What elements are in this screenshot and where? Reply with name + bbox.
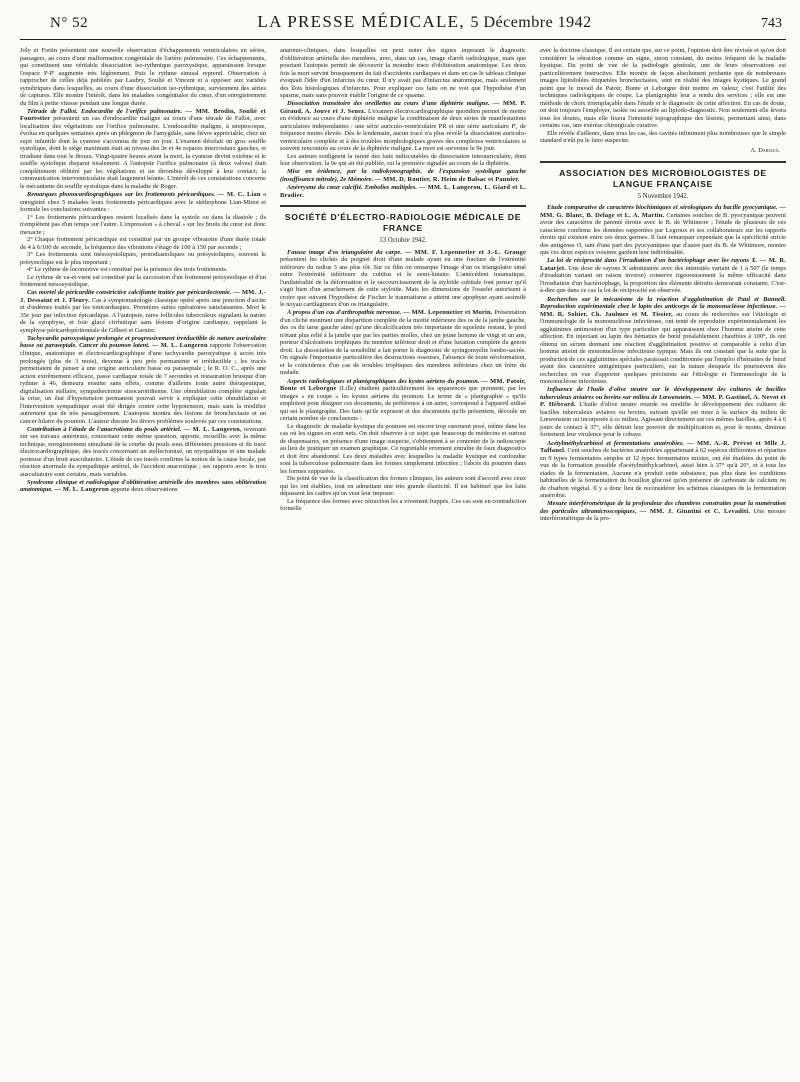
paragraph: Du point de vue de la classification des formes cliniques, les auteurs sont d'accord avec ceux qui les ont établies, tout en admettant une très grande élasticité. Il est habituel que les faits dépassent les cadres qu'on veut leur imposer. xyxy=(280,475,526,498)
communication-text: Certaines souches de B. pyocyanique peuvent avoir des caractères de parenté étroite avec le B. de Whitmore ; l'étude de plusieurs de ces caractères confirme les données rapportées par Legroux et ses collaborateurs sur les rapports étroits qui existent entre ces deux germes. Il faut remarquer cependant que la spécificité stricte des antigènes O, tant d'une part des pyocyaniques que d'autre part du B. de Whitmore, montre que ces deux espèces voisines gardent leur individualité. xyxy=(540,211,786,257)
communication-entry xyxy=(280,249,526,309)
section-rule xyxy=(540,161,786,163)
communication-text: L'examen électrocardiographique quotidien permet de mettre en évidence au cours d'une diphtérie maligne la combinaison de deux séries de manifestations auriculaires indépendantes : une série auriculo-ventriculaire PR et une série auriculaire P', de fréquence moins élevée. Dès le lendemain, aucun tracé n'a plus révélé la dissociation auriculo-ventriculaire complète et à des troubles morphologiques graves des complexes ventriculaires si souvent rencontrés au cours de la diphtérie maligne. La mort est survenue le 9e jour. xyxy=(280,107,526,153)
communication-title: Fausse image d'os triangulaire du carpe. xyxy=(287,248,402,256)
communication-entry xyxy=(540,257,786,295)
communication-text: Cas à symptomatologie classique opéré après une ponction d'ascite et d'œdèmes traités par les tonicardiaques. Premières suites opératoires satisfaisantes. Mort le 35e jour par infection épicardique. A l'autopsie, rares follicules tuberculeux signalant la nature de la symphyse, et foie glacé cirrhotique sans lésions d'origine cardiaque, rappelant la symphyse péricardopéritonéale de Gilbert et Garnier. xyxy=(20,296,267,334)
communication-entry xyxy=(540,440,786,500)
paragraph: anatomo-cliniques, dans lesquelles on peut noter des signes imposant le diagnostic d'oblitération artérielle des membres, avec, dans un cas, image d'arrêt radiologique, mais que pourtant l'autopsie permit de découvrir la moindre trace d'oblitération anatomique. Les deux fois la mort survint brusquement du fait d'accidents cardiaques et dans un cas le tableau clinique évoquait l'idée d'un infarctus du cœur. Il n'y avait pas d'infarctus anatomique, mais seulement des îlots histologiques d'infarctus. Pour expliquer ces faits on ne voit que l'hypothèse d'un spasme, mais sans pouvoir établir l'origine de ce spasme. xyxy=(280,47,526,100)
communication-entry xyxy=(20,426,266,479)
communication-authors: — MM. R. Sohier, Ch. Jaulmes et M. Tissier, xyxy=(540,303,786,318)
communication-authors: — MM. Lepennetier et Morin. xyxy=(403,309,493,317)
communication-title: Acétylméthylcarbinol et fermentations anaérobies. xyxy=(547,439,684,447)
communication-title: Mise en évidence, par la radiokymographie, de l'expansion systolique gauche (insuffisance mitrale), 2e Mémoire. xyxy=(280,168,526,183)
communication-title: Influence de l'huile d'olive neutre sur le développement des cultures de bacilles tuberculeux aviaires ou bovins sur milieu de Lœwenstein. xyxy=(540,386,786,401)
communication-text: apporte deux observations xyxy=(108,486,178,494)
communication-authors: — MM. J.-J. Dessaint et J. Fleury. xyxy=(20,289,267,304)
communication-title: Etude comparative de caractères biochimiques et sérologiques du bacille pyocyanique. xyxy=(547,204,778,212)
communication-title: Cas mortel de péricardite constrictive calcifiante traitée par péricardectomie. xyxy=(27,289,232,297)
communication-entry xyxy=(20,108,266,191)
communication-text: L'huile d'olive neutre retarde ou modifie le développement des cultures de bacilles tuberculeux aviaires ou bovins, suivant qu'elle est mise à la surface du milieu de Lœwenstein ou incorporée à ce milieu. Agissant directement sur ces mêmes bacilles, après 4 à 6 jours de contact à 37°, elle détruit leur pouvoir de multiplication et, pour le moins, diminue fortement leur virulence pour le cobaye. xyxy=(540,401,787,439)
communication-authors: — MM. F. Lepennetier et J.-L. Grange xyxy=(404,248,526,256)
communication-text: Une dose de rayons X administrée avec des intensités variant de 1 à 507 (le temps d'irradiation variant en raison inverse) conserve rigoureusement la même efficacité dans l'irradiation d'un bactériophage, la proportion des éléments détruits demeurant constante. C'est-à-dire que dans ce cas la loi de réciprocité est observée. xyxy=(540,264,786,295)
paragraph: Le diagnostic de maladie kystique du poumon est encore trop rarement posé, même dans les cas où les signes en sont nets. On doit observer à ce sujet que beaucoup de médecins et surtout de dispensaires, en présence d'une image suspecte, s'obtiennent à se contenter de la radioscopie au lieu de pratiquer un examen graphique. Ce regrettable errement entraîne de faux diagnostics et doit être abandonné. Les deux maladies avec lesquelles la maladie kystique est confondue sont la tuberculose pulmonaire dans les formes simplement infectées ; l'abcès du poumon dans les formes suppurées. xyxy=(280,422,526,475)
communication-entry xyxy=(280,168,526,183)
paragraph: Le rythme de va-et-vient est constitué par la succession d'un frottement présystolique et d'un frottement mésosystolique. xyxy=(20,273,266,289)
communication-entry xyxy=(540,500,786,523)
communication-text: présentent les clichés du poignet droit d'une malade ayant eu une fracture de l'extrémité inférieure du radius 3 ans plus tôt. Sur ce film on remarque l'image d'un os triangulaire situé entre l'extrémité inférieure du cubitus et le semi-lunaire. L'antécédent traumatique, l'unilatéralité de la déformation et le raccourcissement de la styloïde cubitale font penser qu'il s'agit bien d'un arrachement de cette styloïde. Mais les dimensions de l'osselet autorisent à croire que suivant l'hypothèse de Fischer le traumatisme a atteint une apophyse ayant assimilé le noyau cartilagineux d'un os triangulaire. xyxy=(280,256,526,309)
communication-text: revenant sur ses travaux antérieurs, concernant cette même question, apporte, recueillis avec la même technique, enregistrement simultané de la courbe du pouls sous différentes pressions et du tracé électrocardiographique, des tracés concernant un stellectomisé, un myopathique et une malade porteuse d'un bruit auscultatoire. L'étude de ces tracés confirme la notion de la cause locale, par réaction anormale du sympathique artériel, de l'accident anacrotique ; ses rapports avec le trou auscultatoire sont certains, mais variables. xyxy=(20,425,266,478)
communication-text: (Lille) étudient particulièrement les apparences que prennent, par les images « en coupe » les kystes aériens du poumon. Le terme de « planigraphie » qu'ils emploient pour désigner ces documents, de préférence à un autre, correspond à l'appareil utilisé qui est le planigraphe. Des faits qu'ils exposent et des documents qu'ils présentent, découle un certain nombre de conclusions : xyxy=(280,385,526,423)
paragraph: Elle révèle d'ailleurs, dans tous les cas, des cavités infiniment plus nombreuses que le simple standard n'eût pu le faire suspecter. xyxy=(540,129,786,145)
paragraph: 4° Le rythme de locomotive est constitué par la présence des trois frottements. xyxy=(27,266,228,274)
communication-authors: — M. L. Langeron xyxy=(151,342,208,350)
communication-title: Tachycardie paroxystique prolongée et progressivement irréductible de nature auriculaire basse ou paraseptale. Cancer du poumon latent. xyxy=(20,334,266,350)
journal-name: LA PRESSE MÉDICALE, xyxy=(257,12,465,31)
communication-entry xyxy=(540,296,786,386)
communication-authors: — MM. Brodin, Soulié et Fourestier xyxy=(20,107,266,123)
communication-entry xyxy=(280,100,526,153)
text-columns xyxy=(20,47,786,523)
journal-title xyxy=(257,12,591,32)
column-middle xyxy=(280,47,526,523)
communication-text: Cent souches de bactéries anaérobies appartenant à 62 espèces différentes et réparties en 9 types fermentaires simples et 12 types fermentaires mixtes, ont été étudiées du point de vue de la formation possible d'acétylméthylcarbinol, aussi bien à 37° qu'à 26°, et à tous les stades de la fermentation. Aucune n'a produit cette substance, pas plus dans les conditions habituelles de la fermentation du bouillon glucosé qu'en présence de carbonate de calcium ou de charbon végétal. Il y a donc lieu de reconsidérer les schémas classiques de la fermentation anaérobie. xyxy=(540,447,786,500)
issue-date: 5 Décembre 1942 xyxy=(470,14,592,31)
paragraph: 3° Les frottements sont mésosystoliques, protodiastoliques ou présystoliques, souvent le présystolique est le plus important ; xyxy=(20,251,266,266)
communication-authors: — MM. L. Langeron, L. Giard et L. Bradier. xyxy=(280,184,527,199)
communication-authors: — MM. D. Routier, R. Heim de Balsac et Pannier. xyxy=(374,175,520,183)
communication-title: La loi de réciprocité dans l'irradiation d'un bactériophage avec les rayons X. xyxy=(547,257,758,265)
communication-title: Tétrade de Fallot. Endocardite de l'orifice pulmonaire. xyxy=(27,107,183,115)
communication-text: Présentation d'un cliché montrant une disparition complète de la moitié inférieure des os de la jambe gauche, des os du tarse gauche ainsi qu'une décalcification très importante du squelette restant, le pied n'étant plus relié à la jambe que par les parties molles, chez un jeune homme de vingt et un ans, porteur d'ulcérations trophiques du membre inférieur droit et d'une luxation complète du genou droit. La dissociation de la sensibilité a fait porter le diagnostic de syringomyélie lombo-sacrée. On signale l'importance particulière des destructions osseuses, l'absence de toute néoformation, et la coïncidence d'un cas de troubles trophiques des membres inférieurs chez un frère du malade. xyxy=(280,309,526,377)
paragraph: 2° Chaque frottement péricardique est constitué par un groupe vibratoire d'une durée totale de 4 à 6/100 de seconde, la fréquence des vibrations s'étage de 100 à 150 par seconde ; xyxy=(20,236,266,251)
communication-entry xyxy=(280,184,526,199)
society-name: SOCIÉTÉ D'ÉLECTRO-RADIOLOGIE MÉDICALE DE FRANCE xyxy=(284,212,522,234)
communication-text: a enregistré chez 5 malades leurs frottements péricardiques avec le stéthophone Lian-Minot et formule les conclusions suivantes : xyxy=(20,190,266,214)
communication-authors: — M. R. Latarjet. xyxy=(540,257,787,272)
communication-entry xyxy=(20,289,266,334)
paragraph: La fréquence des formes avec rétraction les a vivement frappés. Ces cas sont en contradiction formelle xyxy=(280,497,527,513)
paragraph: 1° Les frottements péricardiques restent localisés dans la systole ou dans la diastole ; ils n'empiètent pas d'un temps sur l'autre. L'expression « à cheval » sur les bruits du cœur est donc inexacte ; xyxy=(20,213,266,236)
communication-title: Anévrysme du cœur calcifié. Embolies multiples. xyxy=(287,184,417,192)
communication-text: présentent un cas d'endocardite maligne au cours d'une tétrade de Fallot, avec localisation des végétations sur l'orifice pulmonaire. L'endocardite maligne, à streptocoque, évolua en quelques semaines après un phlegmon de l'amygdale, sans fièvre appréciable, chez un sujet infantile dont la cyanose s'accentua de jour en jour. L'examen décelait un gros souffle systolique, dont le siège maximum était au niveau des 3e et 4e espaces intercostaux gauches, et irradiant dans tout le thorax. Vingt-quatre heures avant la mort, la cyanose devint extrême et le souffle systolique disparut totalement. A l'autopsie l'orifice pulmonaire (à deux valves) était complètement oblitéré par les végétations et un thrombus développé à leur contact; la communication interventriculaire était largement béante. L'intérêt de ces constatations concerne le mécanisme du souffle systolique dans la maladie de Roger. xyxy=(20,115,266,190)
paragraph: Les auteurs soulignent la rareté des faits indiscutables de dissociation interauriculaire, dont leur observation, la 9e qui ait été publiée, est la première signalée au cours de la diphtérie. xyxy=(280,152,526,168)
communication-entry xyxy=(280,309,526,377)
author-signature: A. Dariaux. xyxy=(750,146,780,154)
communication-entry xyxy=(20,335,266,425)
section-rule xyxy=(280,205,526,207)
communication-text: au cours de recherches sur l'étiologie et l'immunologie de la mononucléose infectieuse, ont tenté de reproduire expérimentalement les agglutinines antimouton d'un type particulier qui apparaissent chez l'homme atteint de cette affection. En injectant au lapin des hématies de bœuf préalablement chauffées à 100°, ils ont obtenu un sérum donnant une réaction d'agglutination positive et comparable à celui d'un homme atteint de mononucléose infectieuse typique. Mais ils ont constaté que la suite que la production de ces agglutinines spéciales paraissait conditionnée par l'emploi d'hématies de bœuf ayant des caractères antigéniques particuliers, sur la nature desquels ils poursuivent des recherches en vue d'apporter quelques précisions sur l'étiologie et l'immunologie de la mononucléose infectieuse. xyxy=(540,310,786,386)
communication-entry xyxy=(20,479,266,494)
communication-title: Mesure interférométrique de la profondeur des chambres construites pour la numération des particules ultramicroscopiques. xyxy=(540,500,786,515)
communication-entry xyxy=(540,204,786,257)
communication-authors: — M. C. Lian xyxy=(217,190,261,198)
communication-title: Dissociation transitoire des oreillettes au cours d'une diphtérie maligne. xyxy=(287,100,490,108)
communication-title: Remarques phonocardiographiques sur les frottements péricardiques. xyxy=(27,190,216,198)
paragraph: Joly et Fortin présentent une nouvelle observation d'échappements ventriculaires en séries, passagers, au cours d'une malformation congénitale de l'artère pulmonaire. Ces échappements, qui constituent une véritable dissociation iso-rythmique paroxystique, apparaissent lorsque l'espace P-P' augmente très légèrement. Puis le rythme sinusal reprend. Observation à rapprocher de celles déjà publiées par Laubry, Soulié et Vincent et à opposer aux variétés symétriques dans lesquelles, au cours d'une dissociation iso-rythmique, surviennent des séries de captures. Elle montre l'intérêt, dans les maladies congénitales du cœur, d'un enregistrement du film à petite vitesse pendant une longue durée. xyxy=(20,47,266,107)
communication-authors: — MM. P. Giraud, A. Jouve et J. Senez. xyxy=(280,100,526,115)
communication-authors: — M. L. Langeron, xyxy=(183,425,242,433)
column-right xyxy=(540,47,786,523)
society-section-header xyxy=(280,205,526,245)
communication-title: Aspects radiologiques et planigraphiques des kystes aériens du poumon. xyxy=(287,377,480,385)
communication-title: Syndrome clinique et radiologique d'oblitération artérielle des membres sans oblitération anatomique. xyxy=(20,478,266,494)
communication-title: Recherches sur le mécanisme de la réaction d'agglutination de Paul et Bunnell. Reproduction expérimentale chez le lapin des anticorps de la mononucléose infectieuse. xyxy=(540,295,786,311)
issue-number: N° 52 xyxy=(50,15,89,31)
communication-text: rapporte l'observation clinique, anatomique et électrocardiographique d'une tachycardie paroxystique à accès très prolongés (plus de 3 mois), devenue à peu près permanente et irréductible ; les tracés permettaient de penser à une origine auriculaire basse ou paraseptale ; le R. O. C., après une action extrêmement efficace, passe cardiaque totale de 7 secondes et restauration brusque d'un rythme à 46, demeura ensuite sans effets, comme d'ailleurs toute autre thérapeutique, digitalisation stellaire, sympathectomie sinocarotidienne. Une obnubilation complète signalait la crise, un état d'hypotension permanent pouvait servir à expliquer cette obnubilation et l'intervention sympathique avait été dirigée contre cette hypotension, mais sans la modifier autrement que de très passagèrement. L'autopsie montra des lésions de bronchectasie et un cancer hilaire du poumon. L'auteur discute les divers problèmes soulevés par ces constatations. xyxy=(20,342,267,425)
communication-authors: — MM. A.-R. Prévot et Mlle J. Taffanel. xyxy=(540,439,786,455)
masthead xyxy=(20,12,786,40)
communication-entry xyxy=(540,386,786,439)
communication-entry xyxy=(280,378,526,423)
communication-title: Contribution à l'étude de l'anacrotisme du pouls artériel. xyxy=(27,425,182,433)
communication-authors: — MM. P. Gastinel, A. Nevot et P. Hébrard. xyxy=(540,393,786,409)
society-section-header xyxy=(540,161,786,201)
communication-authors: — MM. G. Blanc, B. Delage et L. A. Martin. xyxy=(540,204,786,219)
communication-authors: — MM. J. Giuntini et C. Levaditi. xyxy=(639,507,751,515)
page-number: 743 xyxy=(760,16,782,31)
paragraph: avec la doctrine classique. Il est certain que, sur ce point, l'opinion doit être révisée et qu'on doit considérer la rétraction comme un signe, sinon constant, du moins fréquent de la maladie kystique. Du point de vue de la pathologie générale, une de leurs observations est particulièrement instructive. Elle montre de façon absolument probante que de nombreuses images lipiodolées étiquetées bronchectasies, sont en réalité des images kystiques. Le grand point que le travail de Patoir, Bonte et Leborgne doit mettre en valeur, c'est l'utilité des techniques radiologiques de coupe. La planigraphie leur a rendu des services ; elle est une méthode de choix irremplaçable dans l'étude et le diagnostic de cette affection. En cas de doute, on doit toujours l'employer, isolée ou associée au lipiodo-diagnostic. Non seulement elle lèvera tous les doutes, mais elle fixera l'intensité topographique des lésions, permettant ainsi, dans certains cas, une exérèse chirurgicale curative. xyxy=(540,47,786,130)
communication-title: A propos d'un cas d'arthropathie nerveuse. xyxy=(287,309,402,317)
column-left xyxy=(20,47,266,523)
communication-text: Une mesure interférométrique de la pro- xyxy=(540,507,787,523)
communication-entry xyxy=(20,191,266,214)
communication-authors: — M. L. Langeron xyxy=(54,486,109,494)
session-date: 5 Novembre 1942. xyxy=(637,192,689,200)
communication-authors: — MM. Patoir, Bonte et Leborgne xyxy=(280,377,526,393)
society-name: ASSOCIATION DES MICROBIOLOGISTES DE LANGUE FRANÇAISE xyxy=(559,167,767,189)
session-date: 13 Octobre 1942. xyxy=(379,237,427,245)
